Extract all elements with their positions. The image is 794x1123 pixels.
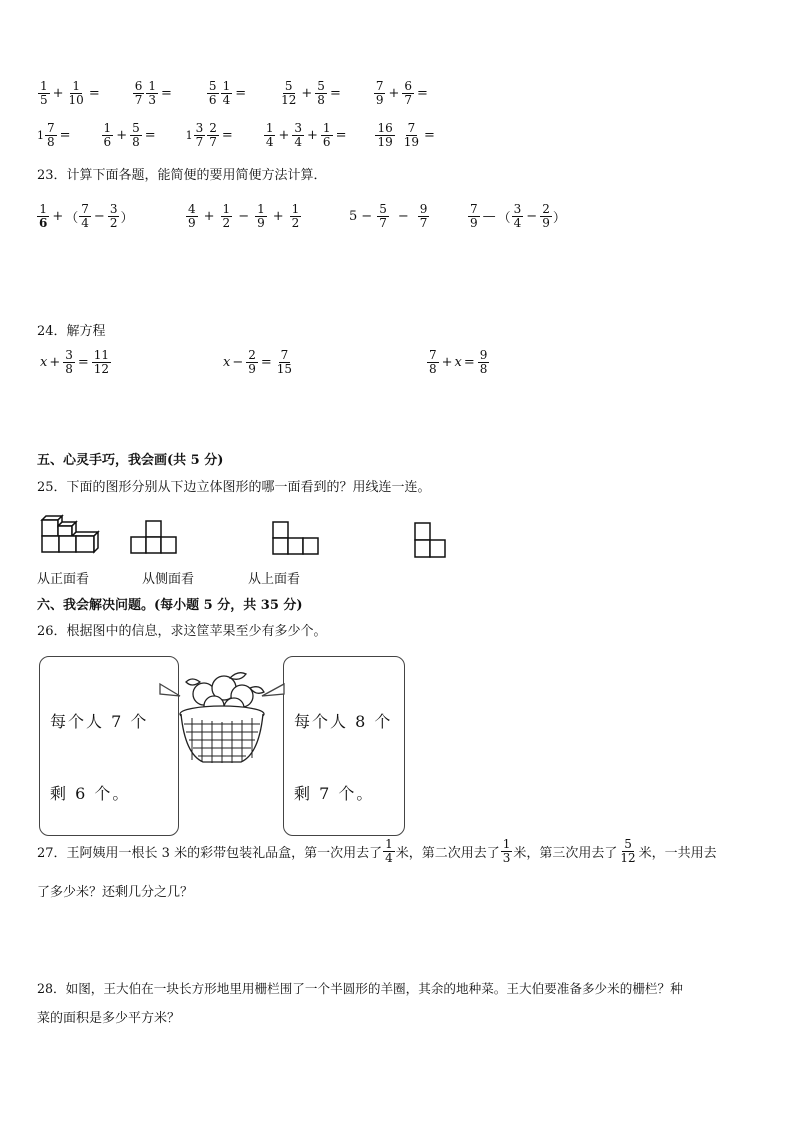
q23-expr-4: $\frac{7}{9}$ — （ $\frac{3}{4}$ − $\frac{2}{9}$ ） [470,202,566,230]
fraction-row-1 [37,80,430,107]
q24-equation-1: x + $\frac{3}{8}$ = $\frac{11}{12}$ [40,348,110,376]
expr-2-4: $\frac{1}{4}$ + $\frac{3}{4}$ + $\frac{1}{6}$ = [265,121,347,149]
view-shape-2 [272,521,320,555]
expr-1-2: $\frac{6}{7}$ $\frac{1}{3}$ = [134,79,172,107]
expr-2-2: $\frac{1}{6}$ + $\frac{5}{8}$ = [103,121,156,149]
view-shape-3 [414,522,448,558]
section-5-title: 五、心灵手巧，我会画(共 5 分) [37,453,224,468]
apple-basket-image [172,668,272,766]
q28-line-2: 菜的面积是多少平方米？ [37,1011,181,1026]
q23-expr-2: $\frac{4}{9}$ + $\frac{1}{2}$ − $\frac{1}{9}$ + $\frac{1}{2}$ [188,202,300,230]
expr-1-1: $\frac{1}{5}$ + $\frac{1}{10}$ = [40,79,100,107]
section-6-title: 六、我会解决问题。(每小题 5 分，共 35 分) [37,598,303,613]
q25-text: 25．下面的图形分别从下边立体图形的哪一面看到的？用线连一连。 [37,480,431,495]
q27-line-2: 了多少米？还剩几分之几？ [37,885,194,900]
expr-2-3: 1 $\frac{3}{7}$ $\frac{2}{7}$ = [185,121,233,149]
label-side-view: 从侧面看 [142,572,195,587]
view-shape-1 [130,520,178,554]
q23-expr-1: $\frac{1}{6}$ + （ $\frac{7}{4}$ − $\frac{3}{2}$ ） [39,202,134,230]
q27-line-1: 27．王阿姨用一根长 3 米的彩带包装礼品盒，第一次用去了 $\frac{1}{4}$ 米，第二次用去了 $\frac{1}{3}$ 米，第三次用去了 $\frac{5}{12}$ 米，一共用去 [37,837,717,865]
label-front-view: 从正面看 [37,572,90,587]
speech-bubble-right: 每个人 8 个 剩 7 个。 [283,656,405,836]
q28-line-1: 28．如图，王大伯在一块长方形地里用栅栏围了一个半圆形的羊圈，其余的地种菜。王大伯要准备多少米的栅栏？种 [37,981,683,996]
q24-equation-2: x − $\frac{2}{9}$ = $\frac{7}{15}$ [223,348,293,376]
expr-1-4: $\frac{5}{12}$ + $\frac{5}{8}$ = [281,79,341,107]
label-top-view: 从上面看 [248,572,301,587]
speech-bubble-left: 每个人 7 个 剩 6 个。 [39,656,179,836]
expr-1-5: $\frac{7}{9}$ + $\frac{6}{7}$ = [375,79,428,107]
expr-2-5: $\frac{16}{19}$ $\frac{7}{19}$ = [377,121,435,149]
q26-text: 26．根据图中的信息，求这筐苹果至少有多少个。 [37,624,327,639]
q24-title: 24．解方程 [37,324,106,339]
q23-expr-3: 5 − $\frac{5}{7}$ − $\frac{9}{7}$ [349,202,428,230]
q24-equation-3: $\frac{7}{8}$ + x = $\frac{9}{8}$ [429,348,488,376]
expr-1-3: $\frac{5}{6}$ $\frac{1}{4}$ = [208,79,247,107]
fraction-row-2 [37,122,437,149]
q23-title: 23．计算下面各题，能简便的要用简便方法计算． [37,168,327,183]
expr-2-1: 1 $\frac{7}{8}$ = [37,121,71,149]
solid-figure [38,512,100,556]
